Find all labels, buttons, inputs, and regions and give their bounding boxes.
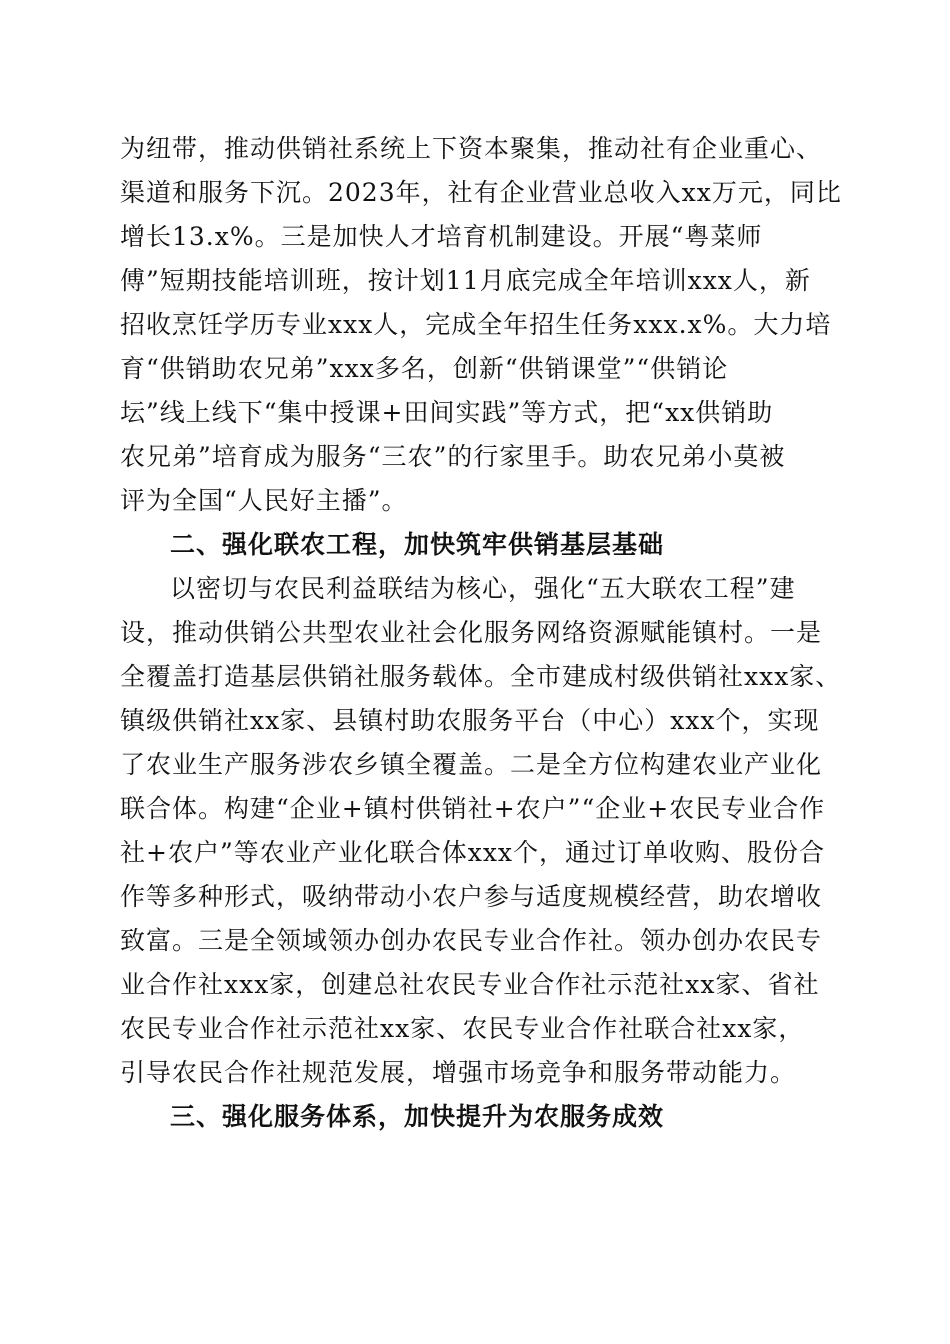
paragraph-2-line-11: 农民专业合作社示范社xx家、农民专业合作社联合社xx家， <box>120 1014 805 1043</box>
paragraph-2-line-8: 作等多种形式，吸纳带动小农户参与适度规模经营，助农增收 <box>120 882 823 911</box>
paragraph-2-line-12: 引导农民合作社规范发展，增强市场竞争和服务带动能力。 <box>120 1058 797 1087</box>
paragraph-1-line-1: 为纽带，推动供销社系统上下资本聚集，推动社有企业重心、 <box>120 134 823 163</box>
paragraph-2-line-10: 业合作社xxx家，创建总社农民专业合作社示范社xx家、省社 <box>120 970 820 999</box>
section-heading-3: 三、强化服务体系，加快提升为农服务成效 <box>170 1102 665 1131</box>
paragraph-1-line-8: 农兄弟”培育成为服务“三农”的行家里手。助农兄弟小莫被 <box>120 442 786 471</box>
paragraph-1-line-9: 评为全国“人民好主播”。 <box>120 486 408 515</box>
paragraph-2-line-3: 全覆盖打造基层供销社服务载体。全市建成村级供销社xxx家、 <box>120 662 842 691</box>
paragraph-1-line-7: 坛”线上线下“集中授课+田间实践”等方式，把“xx供销助 <box>120 398 774 427</box>
paragraph-2-line-6: 联合体。构建“企业+镇村供销社+农户”“企业+农民专业合作 <box>120 794 826 823</box>
paragraph-2-line-9: 致富。三是全领域领办创办农民专业合作社。领办创办农民专 <box>120 926 823 955</box>
paragraph-1-line-4: 傅”短期技能培训班，按计划11月底完成全年培训xxx人，新 <box>120 266 811 295</box>
paragraph-1-line-3: 增长13.x%。三是加快人才培育机制建设。开展“粤菜师 <box>120 222 763 251</box>
paragraph-2-line-7: 社+农户”等农业产业化联合体xxx个，通过订单收购、股份合 <box>120 838 826 867</box>
section-heading-2: 二、强化联农工程，加快筑牢供销基层基础 <box>170 530 665 559</box>
paragraph-2-line-5: 了农业生产服务涉农乡镇全覆盖。二是全方位构建农业产业化 <box>120 750 823 779</box>
paragraph-1-line-2: 渠道和服务下沉。2023年，社有企业营业总收入xx万元，同比 <box>120 178 842 207</box>
paragraph-2-line-1: 以密切与农民利益联结为核心，强化“五大联农工程”建 <box>170 574 796 603</box>
paragraph-1-line-6: 育“供销助农兄弟”xxx多名，创新“供销课堂”“供销论 <box>120 354 729 383</box>
paragraph-2-line-2: 设，推动供销公共型农业社会化服务网络资源赋能镇村。一是 <box>120 618 823 647</box>
paragraph-2-line-4: 镇级供销社xx家、县镇村助农服务平台（中心）xxx个，实现 <box>120 706 820 735</box>
paragraph-1-line-5: 招收烹饪学历专业xxx人，完成全年招生任务xxx.x%。大力培 <box>120 310 832 339</box>
